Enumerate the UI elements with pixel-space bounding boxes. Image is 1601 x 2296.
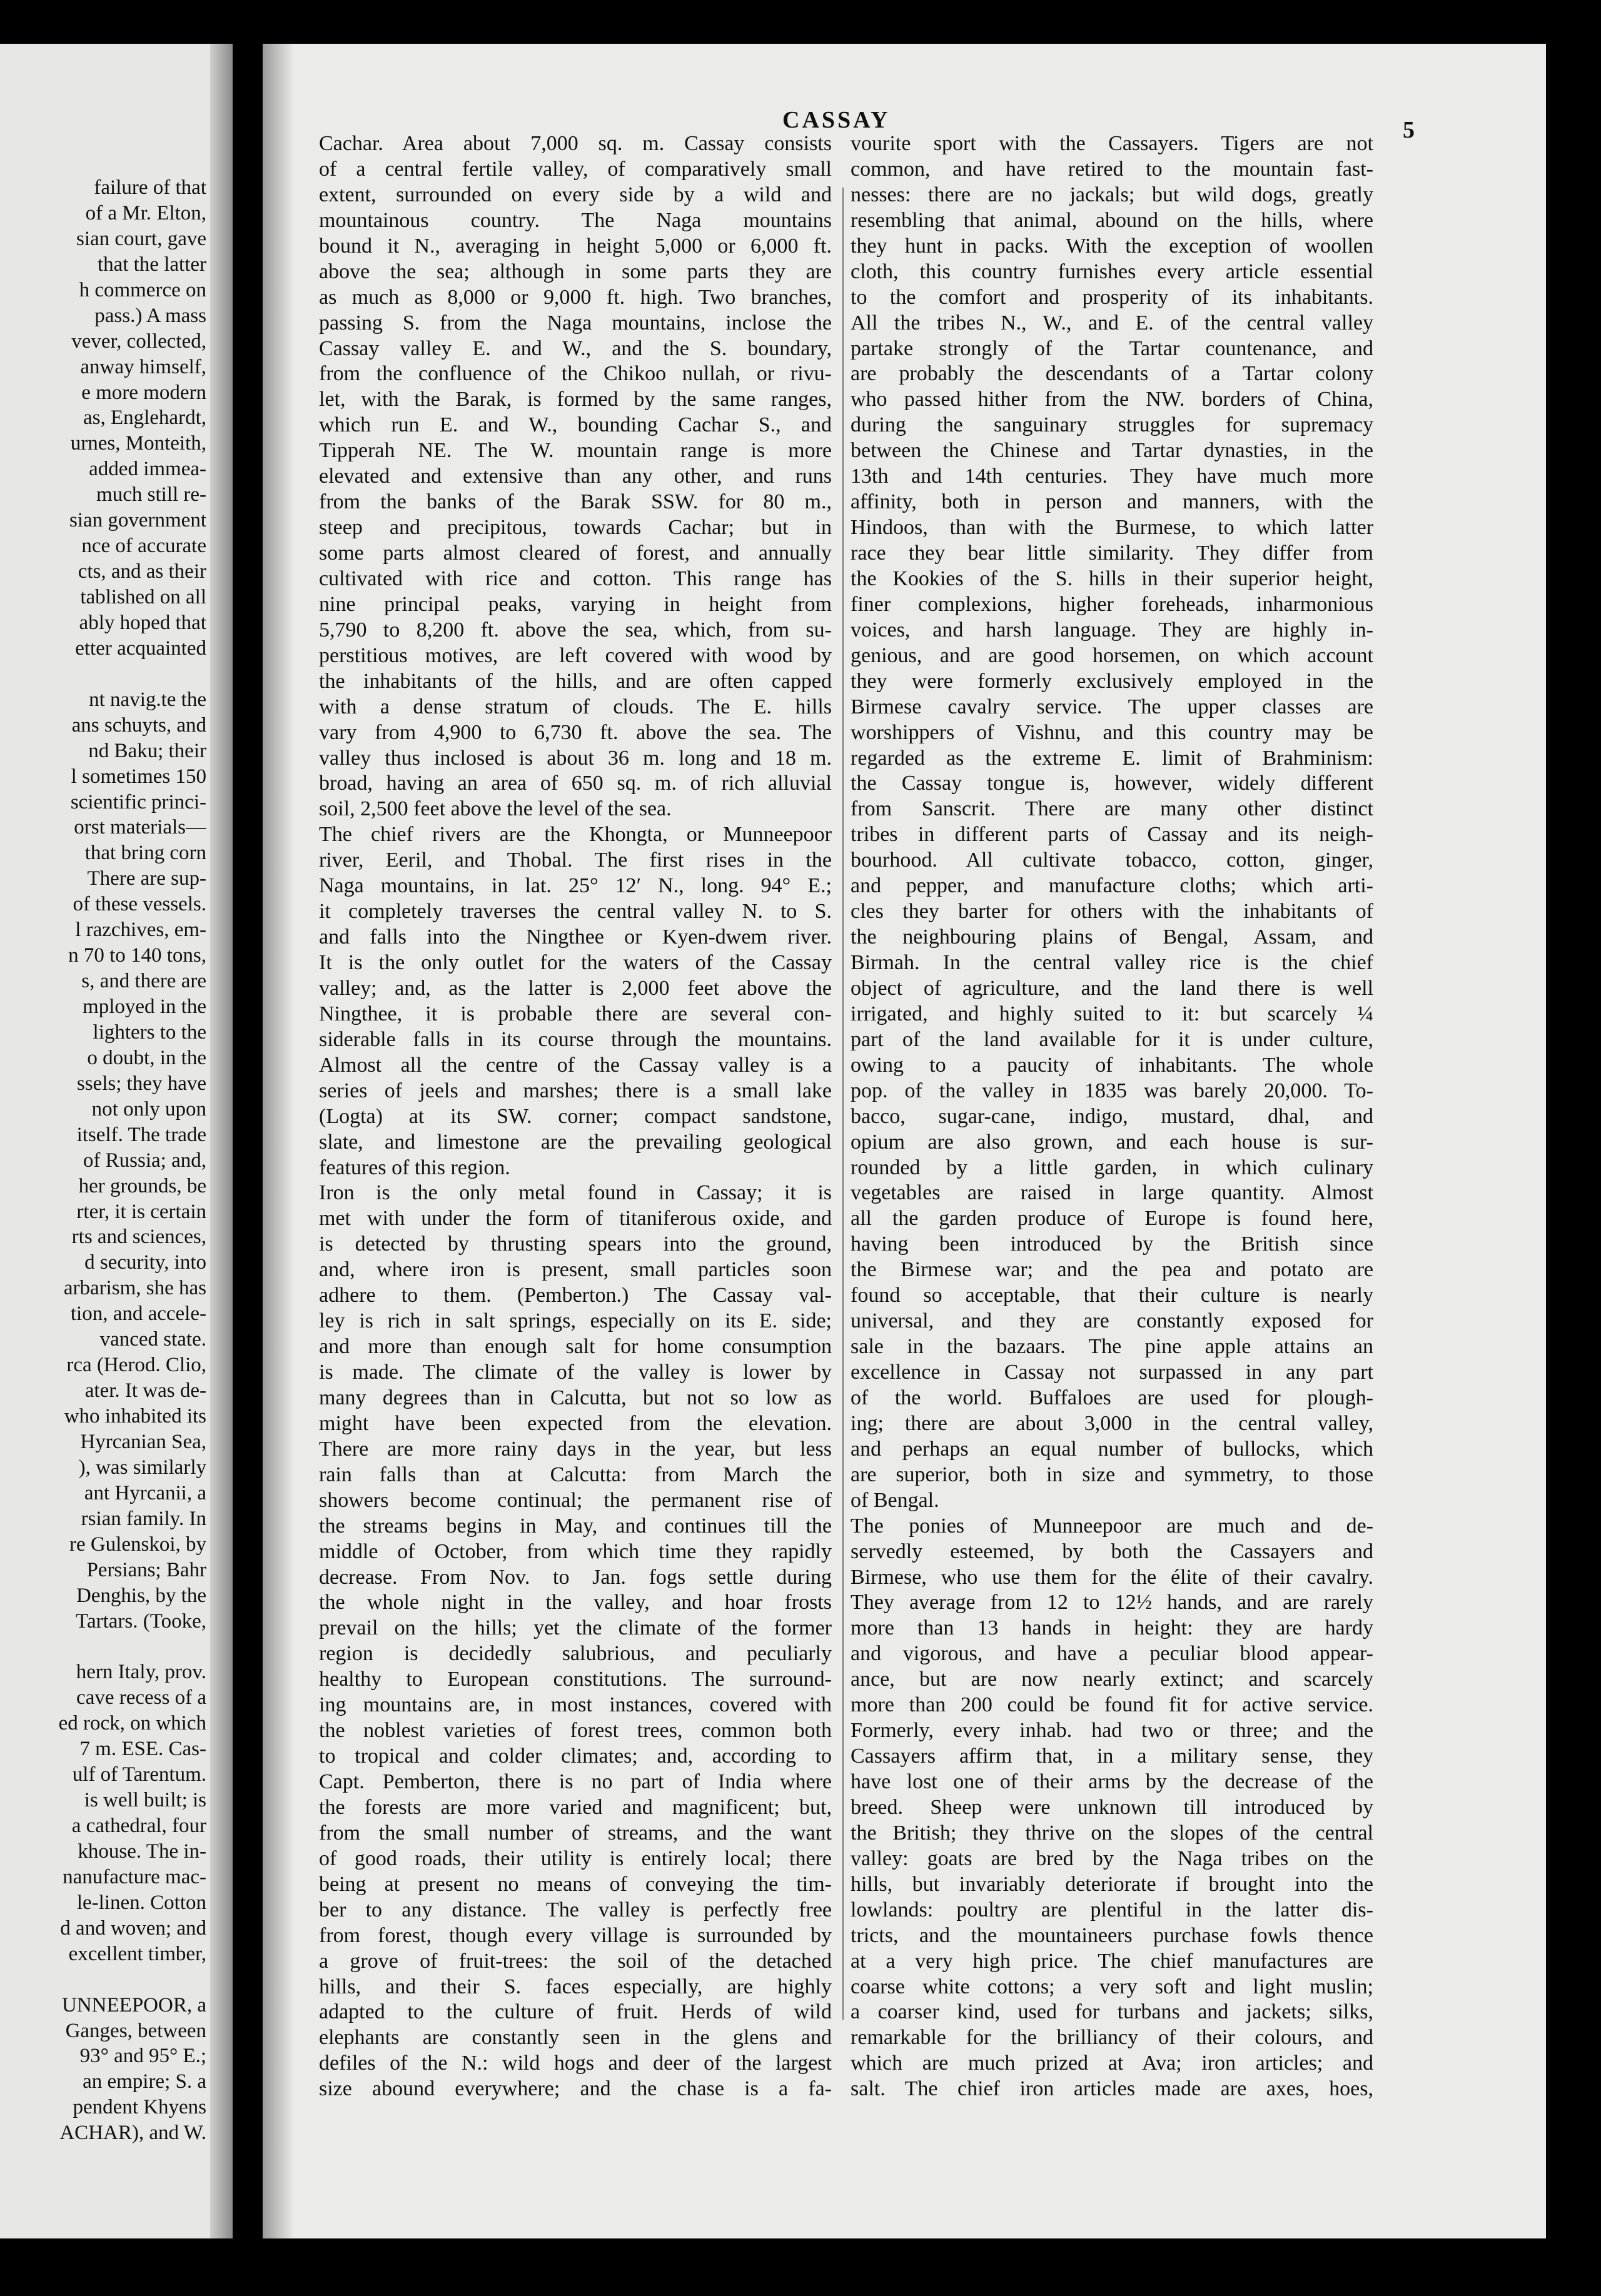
text-line: with a dense stratum of clouds. The E. hills <box>319 695 832 718</box>
left-page-line: o doubt, in the <box>87 1046 206 1069</box>
left-page-line: cts, and as their <box>78 560 206 583</box>
running-header: CASSAY <box>782 107 891 133</box>
text-line: and perhaps an equal number of bullocks, which <box>851 1437 1373 1461</box>
text-line: a coarser kind, used for turbans and jackets; silks, <box>851 2000 1373 2024</box>
text-line: vourite sport with the Cassayers. Tigers are not <box>851 132 1373 155</box>
left-page-line: ater. It was de- <box>84 1379 206 1402</box>
left-page-line: anway himself, <box>80 355 206 378</box>
left-page-line: d security, into <box>84 1251 206 1274</box>
text-line: cloth, this country furnishes every article essential <box>851 259 1373 283</box>
text-line: defiles of the N.: wild hogs and deer of the largest <box>319 2052 832 2075</box>
left-page-line: her grounds, be <box>78 1174 206 1197</box>
text-line: adapted to the culture of fruit. Herds of wild <box>319 2000 832 2024</box>
text-line: (Logta) at its SW. corner; compact sandstone, <box>319 1104 832 1128</box>
text-line: from forest, though every village is surrounded by <box>319 1923 832 1947</box>
text-line: Birmese, who use them for the élite of their cavalry. <box>851 1565 1373 1589</box>
text-line: of a central fertile valley, of comparatively small <box>319 157 832 181</box>
left-page-line: an empire; S. a <box>83 2070 206 2093</box>
left-page-line: le-linen. Cotton <box>76 1891 206 1914</box>
left-page-line: that the latter <box>97 253 206 276</box>
text-line: of good roads, their utility is entirely local; there <box>319 1846 832 1870</box>
text-line: ing mountains are, in most instances, covered with <box>319 1693 832 1717</box>
text-line: pop. of the valley in 1835 was barely 20,000. To- <box>851 1079 1373 1102</box>
left-page-line: rsian family. In <box>81 1507 206 1530</box>
text-line: Cassayers affirm that, in a military sense, they <box>851 1745 1373 1768</box>
text-line: let, with the Barak, is formed by the same ranges, <box>319 388 832 411</box>
column-divider <box>842 188 844 2020</box>
text-line: Tipperah NE. The W. mountain range is more <box>319 439 832 463</box>
left-page-line: that bring corn <box>84 842 206 865</box>
text-line: of Bengal. <box>851 1488 939 1512</box>
text-line: at a very high price. The chief manufactures are <box>851 1949 1373 1973</box>
left-page-line: khouse. The in- <box>78 1840 206 1863</box>
text-line: the inhabitants of the hills, and are often capped <box>319 669 832 693</box>
left-page-line: rca (Herod. Clio, <box>66 1354 206 1377</box>
left-page-line: not only upon <box>91 1097 206 1120</box>
text-line: have lost one of their arms by the decrease of the <box>851 1770 1373 1793</box>
text-line: the streams begins in May, and continues till the <box>319 1514 832 1538</box>
text-line: it completely traverses the central valley N. to S. <box>319 900 832 924</box>
text-line: sale in the bazaars. The pine apple attains an <box>851 1335 1373 1359</box>
left-page-line: ant Hyrcanii, a <box>84 1481 206 1504</box>
left-page-line: UNNEEPOOR, a <box>62 1993 206 2017</box>
text-line: decrease. From Nov. to Jan. fogs settle during <box>319 1565 832 1589</box>
text-line: soil, 2,500 feet above the level of the sea. <box>319 797 672 821</box>
text-line: valley; and, as the latter is 2,000 feet above the <box>319 976 832 1000</box>
text-line: tricts, and the mountaineers purchase fowls thence <box>851 1923 1373 1947</box>
text-line: ley is rich in salt springs, especially on its E. side; <box>319 1309 832 1333</box>
text-line: they hunt in packs. With the exception of woollen <box>851 234 1373 258</box>
text-line: broad, having an area of 650 sq. m. of rich alluvial <box>319 772 832 795</box>
text-line: all the garden produce of Europe is found here, <box>851 1207 1373 1231</box>
text-line: opium are also grown, and each house is sur- <box>851 1130 1373 1154</box>
text-line: salt. The chief iron articles made are axes, hoes, <box>851 2077 1373 2101</box>
text-line: common, and have retired to the mountain fast- <box>851 157 1373 181</box>
text-line: from Sanscrit. There are many other distinct <box>851 797 1373 821</box>
left-page-line: cave recess of a <box>76 1686 206 1709</box>
text-line: valley thus inclosed is about 36 m. long and 18 m. <box>319 746 832 770</box>
text-line: size abound everywhere; and the chase is a fa- <box>319 2077 832 2101</box>
text-line: from the small number of streams, and the want <box>319 1821 832 1845</box>
text-line: worshippers of Vishnu, and this country may be <box>851 720 1373 744</box>
text-line: Naga mountains, in lat. 25° 12′ N., long. 94° E.; <box>319 874 832 898</box>
text-line: genious, and are good horsemen, on which account <box>851 643 1373 667</box>
left-page-line: tion, and accele- <box>70 1302 206 1326</box>
text-line: servedly esteemed, by both the Cassayers and <box>851 1539 1373 1563</box>
text-line: and more than enough salt for home consumption <box>319 1335 832 1359</box>
text-line: Cassay valley E. and W., and the S. boundary, <box>319 336 832 360</box>
text-line: met with under the form of titaniferous oxide, and <box>319 1207 832 1231</box>
text-line: a grove of fruit-trees: the soil of the detached <box>319 1949 832 1973</box>
text-line: Ningthee, it is probable there are several con- <box>319 1002 832 1025</box>
left-page-line: There are sup- <box>87 867 206 890</box>
text-line: from the banks of the Barak SSW. for 80 m., <box>319 490 832 514</box>
left-page-line: Tartars. (Tooke, <box>76 1609 206 1633</box>
left-page-line: hern Italy, prov. <box>76 1661 206 1684</box>
text-line: as much as 8,000 or 9,000 ft. high. Two branches, <box>319 285 832 309</box>
text-line: slate, and limestone are the prevailing geological <box>319 1130 832 1154</box>
text-line: The ponies of Munneepoor are much and de- <box>851 1514 1373 1538</box>
text-line: rounded by a little garden, in which culinary <box>851 1156 1373 1179</box>
text-line: object of agriculture, and the land there is well <box>851 976 1373 1000</box>
text-line: elephants are constantly seen in the glens and <box>319 2026 832 2050</box>
text-line: is detected by thrusting spears into the ground, <box>319 1232 832 1256</box>
text-line: part of the land available for it is under culture, <box>851 1027 1373 1051</box>
text-line: the forests are more varied and magnificent; but, <box>319 1795 832 1819</box>
left-page-line: of these vessels. <box>73 893 206 916</box>
text-line: some parts almost cleared of forest, and annually <box>319 541 832 565</box>
text-line: from the confluence of the Chikoo nullah, or rivu- <box>319 362 832 386</box>
left-page-line: as, Englehardt, <box>83 406 206 430</box>
text-line: coarse white cottons; a very soft and light muslin; <box>851 1975 1373 1998</box>
text-line: and vigorous, and have a peculiar blood appear- <box>851 1642 1373 1666</box>
text-line: irrigated, and highly suited to it: but scarcely ¼ <box>851 1002 1373 1025</box>
left-page-line: a cathedral, four <box>71 1815 206 1837</box>
left-page-line: of a Mr. Elton, <box>85 201 206 224</box>
left-page-line: is well built; is <box>84 1789 206 1812</box>
text-line: the British; they thrive on the slopes of the central <box>851 1821 1373 1845</box>
text-line: siderable falls in its course through the mountains. <box>319 1027 832 1051</box>
text-line: mountainous country. The Naga mountains <box>319 208 832 232</box>
text-line: They average from 12 to 12½ hands, and are rarely <box>851 1591 1373 1614</box>
left-page-line: sian government <box>69 509 206 532</box>
left-page-line: Ganges, between <box>65 2019 206 2042</box>
text-line: universal, and they are constantly exposed for <box>851 1309 1373 1333</box>
text-line: resembling that animal, abound on the hills, where <box>851 208 1373 232</box>
text-line: partake strongly of the Tartar countenance, and <box>851 336 1373 360</box>
text-line: perstitious motives, are left covered with wood by <box>319 643 832 667</box>
left-page-line: rts and sciences, <box>71 1226 206 1249</box>
left-page-line: nd Baku; their <box>88 739 206 762</box>
text-line: 5,790 to 8,200 ft. above the sea, which, from su- <box>319 618 832 642</box>
left-page-line: ed rock, on which <box>58 1712 206 1735</box>
text-line: features of this region. <box>319 1156 510 1179</box>
left-page-line: 7 m. ESE. Cas- <box>79 1738 206 1761</box>
text-line: bourhood. All cultivate tobacco, cotton, ginger, <box>851 848 1373 872</box>
text-line: remarkable for the brilliancy of their colours, and <box>851 2026 1373 2050</box>
text-line: vary from 4,900 to 6,730 ft. above the sea. The <box>319 720 832 744</box>
text-line: the Birmese war; and the pea and potato are <box>851 1258 1373 1282</box>
text-line: bound it N., averaging in height 5,000 or 6,000 ft. <box>319 234 832 258</box>
text-line: extent, surrounded on every side by a wild and <box>319 183 832 206</box>
left-page-line: e more modern <box>81 381 206 404</box>
left-page-line: nanufacture mac- <box>63 1865 206 1888</box>
left-page-line: ulf of Tarentum. <box>72 1763 206 1786</box>
text-column-left <box>319 131 832 2102</box>
text-line: Hindoos, than with the Burmese, to which latter <box>851 516 1373 540</box>
text-line: more than 13 hands in height: they are hardy <box>851 1616 1373 1640</box>
text-line: There are more rainy days in the year, but less <box>319 1437 832 1461</box>
text-line: to tropical and colder climates; and, according to <box>319 1745 832 1768</box>
text-line: Capt. Pemberton, there is no part of India where <box>319 1770 832 1793</box>
left-page-fold <box>210 44 233 2238</box>
left-page-line <box>0 662 206 687</box>
text-line: many degrees than in Calcutta, but not so low as <box>319 1386 832 1409</box>
text-line: are probably the descendants of a Tartar colony <box>851 362 1373 386</box>
text-column-right <box>851 131 1373 2102</box>
text-line: rain falls than at Calcutta: from March the <box>319 1463 832 1486</box>
text-line: ance, but are now nearly extinct; and scarcely <box>851 1668 1373 1691</box>
text-line: region is decidedly salubrious, and peculiarly <box>319 1642 832 1666</box>
text-line: being at present no means of conveying the tim- <box>319 1872 832 1896</box>
left-page-text <box>0 175 206 2146</box>
left-page-line: h commerce on <box>79 278 206 301</box>
left-page-line: pendent Khyens <box>73 2096 206 2119</box>
text-line: they were formerly exclusively employed in the <box>851 669 1373 693</box>
left-page-line: nce of accurate <box>81 535 206 558</box>
text-line: cles they barter for others with the inhabitants of <box>851 900 1373 924</box>
left-page-line: failure of that <box>94 176 206 199</box>
text-line: tribes in different parts of Cassay and its neigh- <box>851 823 1373 847</box>
text-line: lowlands: poultry are plentiful in the latter dis- <box>851 1898 1373 1921</box>
text-line: regarded as the extreme E. limit of Brahminism: <box>851 746 1373 770</box>
left-page-line: pass.) A mass <box>94 304 206 327</box>
left-page-line: Hyrcanian Sea, <box>80 1430 206 1453</box>
left-page-line: lighters to the <box>93 1020 206 1044</box>
left-page-line: much still re- <box>96 483 206 506</box>
text-line: ber to any distance. The valley is perfectly free <box>319 1898 832 1921</box>
text-line: ing; there are about 3,000 in the central valley, <box>851 1411 1373 1435</box>
left-page-line: added immea- <box>89 458 206 481</box>
left-page-line: scientific princi- <box>70 790 206 813</box>
left-page-line: n 70 to 140 tons, <box>68 944 206 967</box>
left-page-line: urnes, Monteith, <box>70 432 206 455</box>
text-line: excellence in Cassay not surpassed in any part <box>851 1361 1373 1384</box>
left-page-line: re Gulenskoi, by <box>69 1533 206 1556</box>
left-page-line: tablished on all <box>80 586 206 608</box>
left-page-line <box>0 1967 206 1993</box>
left-page-line: vanced state. <box>99 1328 206 1351</box>
left-page-line: orst materials— <box>74 816 206 839</box>
text-line: the noblest varieties of forest trees, common both <box>319 1719 832 1743</box>
text-line: river, Eeril, and Thobal. The first rises in the <box>319 848 832 872</box>
left-page-line: nt navig.te the <box>89 688 206 711</box>
left-page <box>0 44 233 2238</box>
text-line: during the sanguinary struggles for supremacy <box>851 413 1373 437</box>
text-line: It is the only outlet for the waters of the Cassay <box>319 951 832 974</box>
text-line: the Kookies of the S. hills in their superior height, <box>851 566 1373 590</box>
left-page-line: Denghis, by the <box>76 1584 206 1607</box>
text-line: steep and precipitous, towards Cachar; but in <box>319 516 832 540</box>
text-line: between the Chinese and Tartar dynasties, in the <box>851 439 1373 463</box>
text-line: nesses: there are no jackals; but wild dogs, greatly <box>851 183 1373 206</box>
text-line: and falls into the Ningthee or Kyen-dwem river. <box>319 925 832 949</box>
text-line: above the sea; although in some parts they are <box>319 259 832 283</box>
text-line: hills, and their S. faces especially, are highly <box>319 1975 832 1998</box>
left-page-line: arbarism, she has <box>63 1277 206 1300</box>
text-line: series of jeels and marshes; there is a small lake <box>319 1079 832 1102</box>
text-line: the Cassay tongue is, however, widely different <box>851 772 1373 795</box>
text-line: finer complexions, higher foreheads, inharmonious <box>851 592 1373 616</box>
left-page-line: rter, it is certain <box>76 1200 206 1223</box>
left-page-line: mployed in the <box>83 995 206 1018</box>
text-line: the whole night in the valley, and hoar frosts <box>319 1591 832 1614</box>
text-line: to the comfort and prosperity of its inhabitants. <box>851 285 1373 309</box>
text-line: Almost all the centre of the Cassay valley is a <box>319 1053 832 1077</box>
text-line: Iron is the only metal found in Cassay; it is <box>319 1181 832 1205</box>
text-line: adhere to them. (Pemberton.) The Cassay val- <box>319 1284 832 1307</box>
text-line: All the tribes N., W., and E. of the central valley <box>851 311 1373 335</box>
text-line: owing to a paucity of inhabitants. The whole <box>851 1053 1373 1077</box>
text-line: more than 200 could be found fit for active service. <box>851 1693 1373 1717</box>
text-line: Birmah. In the central valley rice is the chief <box>851 951 1373 974</box>
left-page-line: ), was similarly <box>78 1456 206 1479</box>
page-number: 5 <box>1403 117 1415 143</box>
text-line: prevail on the hills; yet the climate of the former <box>319 1616 832 1640</box>
text-line: hills, but invariably deteriorate if brought into the <box>851 1872 1373 1896</box>
left-page-line: etter acquainted <box>75 637 206 660</box>
text-line: Formerly, every inhab. had two or three; and the <box>851 1719 1373 1743</box>
left-page-line: 93° and 95° E.; <box>79 2045 206 2068</box>
text-line: having been introduced by the British since <box>851 1232 1373 1256</box>
text-line: 13th and 14th centuries. They have much more <box>851 465 1373 488</box>
left-page-line: l razchives, em- <box>75 919 206 942</box>
left-page-line: ACHAR), and W. <box>59 2122 206 2145</box>
left-page-line: s, and there are <box>81 970 206 993</box>
left-page-line: ans schuyts, and <box>71 713 206 737</box>
text-line: breed. Sheep were unknown till introduced by <box>851 1795 1373 1819</box>
text-line: affinity, both in person and manners, with the <box>851 490 1373 514</box>
left-page-line: sian court, gave <box>76 227 206 250</box>
text-line: nine principal peaks, varying in height from <box>319 592 832 616</box>
text-line: middle of October, from which time they rapidly <box>319 1539 832 1563</box>
text-line: is made. The climate of the valley is lower by <box>319 1361 832 1384</box>
text-line: passing S. from the Naga mountains, inclose the <box>319 311 832 335</box>
text-line: voices, and harsh language. They are highly in- <box>851 618 1373 642</box>
left-page-line: ably hoped that <box>79 611 206 634</box>
right-page-fold <box>263 44 294 2238</box>
text-line: who passed hither from the NW. borders of China, <box>851 388 1373 411</box>
text-line: valley: goats are bred by the Naga tribes on the <box>851 1846 1373 1870</box>
text-line: and, where iron is present, small particles soon <box>319 1258 832 1282</box>
text-line: which run E. and W., bounding Cachar S., and <box>319 413 832 437</box>
left-page-line: l sometimes 150 <box>71 765 206 788</box>
left-page-line: Persians; Bahr <box>86 1558 206 1581</box>
left-page-line <box>0 1634 206 1659</box>
text-line: elevated and extensive than any other, and runs <box>319 465 832 488</box>
left-page-line: d and woven; and <box>60 1916 206 1940</box>
text-line: the neighbouring plains of Bengal, Assam, and <box>851 925 1373 949</box>
left-page-line: excellent timber, <box>68 1942 206 1965</box>
text-line: and pepper, and manufacture cloths; which arti- <box>851 874 1373 898</box>
left-page-line: vever, collected, <box>71 330 206 353</box>
text-line: showers become continual; the permanent rise of <box>319 1488 832 1512</box>
text-line: bacco, sugar-cane, indigo, mustard, dhal, and <box>851 1104 1373 1128</box>
text-line: cultivated with rice and cotton. This range has <box>319 566 832 590</box>
text-line: of the world. Buffaloes are used for plough- <box>851 1386 1373 1409</box>
left-page-line: of Russia; and, <box>83 1149 206 1172</box>
text-line: healthy to European constitutions. The surround- <box>319 1668 832 1691</box>
text-line: are superior, both in size and symmetry, to those <box>851 1463 1373 1486</box>
text-line: might have been expected from the elevation. <box>319 1411 832 1435</box>
text-line: which are much prized at Ava; iron articles; and <box>851 2052 1373 2075</box>
text-line: vegetables are raised in large quantity. Almost <box>851 1181 1373 1205</box>
left-page-line: ssels; they have <box>76 1072 206 1095</box>
text-line: found so acceptable, that their culture is nearly <box>851 1284 1373 1307</box>
text-line: The chief rivers are the Khongta, or Munneepoor <box>319 823 832 847</box>
left-page-line: who inhabited its <box>64 1405 206 1427</box>
text-line: Birmese cavalry service. The upper classes are <box>851 695 1373 718</box>
left-page-line: itself. The trade <box>76 1123 206 1146</box>
text-line: race they bear little similarity. They differ from <box>851 541 1373 565</box>
text-line: Cachar. Area about 7,000 sq. m. Cassay consists <box>319 132 832 155</box>
